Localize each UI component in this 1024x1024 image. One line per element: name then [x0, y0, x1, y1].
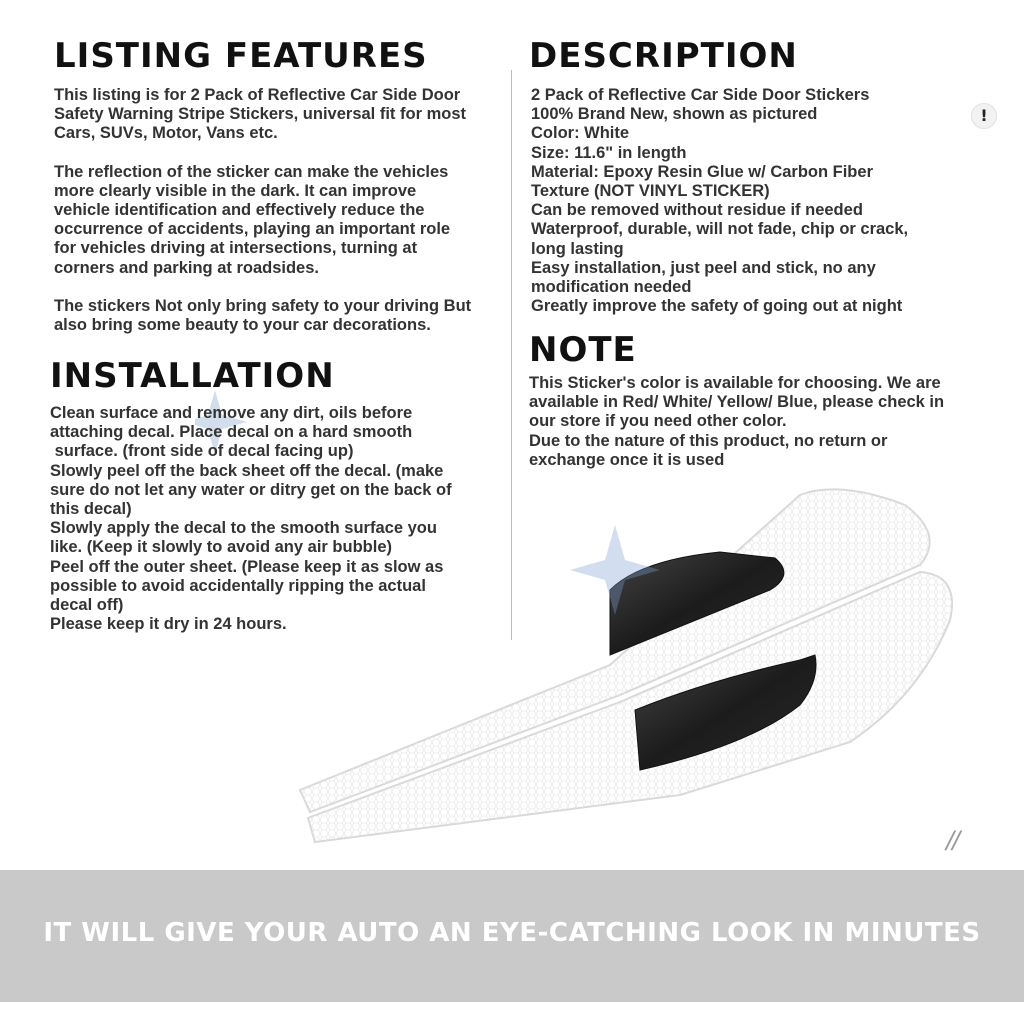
text-line: Texture (NOT VINYL STICKER) [531, 182, 770, 201]
text-line: for vehicles driving at intersections, turning at [54, 239, 418, 258]
text-line: Easy installation, just peel and stick, no any [531, 258, 876, 277]
text-line: 100% Brand New, shown as pictured [531, 105, 818, 124]
text-line: Safety Warning Stripe Stickers, universal fit for most [54, 105, 466, 124]
text-line: also bring some beauty to your car decorations. [54, 316, 431, 335]
text-line: Waterproof, durable, will not fade, chip or crack, [531, 220, 909, 239]
exclamation-icon[interactable]: ! [971, 103, 997, 129]
text-line: vehicle identification and effectively reduce the [54, 201, 425, 220]
text-line: Can be removed without residue if needed [531, 201, 863, 220]
text-line: available in Red/ White/ Yellow/ Blue, please check in [529, 393, 945, 412]
text-line: Slowly peel off the back sheet off the decal. (make [50, 461, 444, 480]
text-line: Slowly apply the decal to the smooth surface you [50, 519, 437, 538]
text-line: like. (Keep it slowly to avoid any air bubble) [50, 538, 392, 557]
text-line: The reflection of the sticker can make the vehicles [54, 162, 449, 181]
text-line: Cars, SUVs, Motor, Vans etc. [54, 124, 278, 143]
text-line: sure do not let any water or ditry get on the back of [50, 480, 452, 499]
text-line: The stickers Not only bring safety to your driving But [54, 296, 472, 315]
text-line: Due to the nature of this product, no return or [529, 431, 888, 450]
text-line: occurrence of accidents, playing an important role [54, 220, 451, 239]
text-line: This Sticker's color is available for choosing. We are [529, 374, 941, 392]
text-line: attaching decal. Place decal on a hard smooth [50, 423, 413, 442]
text-line: possible to avoid accidentally ripping the actual [50, 576, 426, 595]
sticker-product-image [280, 480, 970, 850]
text-line: Color: White [531, 124, 630, 143]
text-line: surface. (front side of decal facing up) [50, 442, 354, 461]
installation-heading: INSTALLATION [50, 356, 335, 396]
text-line: Peel off the outer sheet. (Please keep it as slow as [50, 557, 444, 576]
listing-features-heading: LISTING FEATURES [54, 36, 428, 76]
text-line: long lasting [531, 239, 624, 258]
text-line: exchange once it is used [529, 450, 725, 469]
text-line: This listing is for 2 Pack of Reflective Car Side Door [54, 86, 461, 104]
banner-text: IT WILL GIVE YOUR AUTO AN EYE-CATCHING LOOK IN MINUTES [43, 918, 981, 948]
text-line: corners and parking at roadsides. [54, 258, 319, 277]
text-line: decal off) [50, 596, 124, 615]
listing-features-text [54, 86, 471, 335]
bottom-banner [0, 870, 1024, 1002]
text-line: Greatly improve the safety of going out at night [531, 297, 903, 316]
text-line: Please keep it dry in 24 hours. [50, 615, 287, 634]
text-line: Material: Epoxy Resin Glue w/ Carbon Fiber [531, 162, 873, 181]
text-line: 2 Pack of Reflective Car Side Door Stickers [531, 86, 870, 104]
description-text [531, 86, 908, 316]
slash-mark: // [946, 826, 959, 854]
text-line: our store if you need other color. [529, 412, 787, 431]
text-line: more clearly visible in the dark. It can improve [54, 181, 417, 200]
text-line: Clean surface and remove any dirt, oils before [50, 404, 413, 422]
note-heading: NOTE [529, 330, 637, 370]
text-line: this decal) [50, 500, 132, 519]
description-heading: DESCRIPTION [529, 36, 798, 76]
note-text [529, 374, 944, 470]
text-line: modification needed [531, 278, 692, 297]
text-line: Size: 11.6" in length [531, 143, 687, 162]
